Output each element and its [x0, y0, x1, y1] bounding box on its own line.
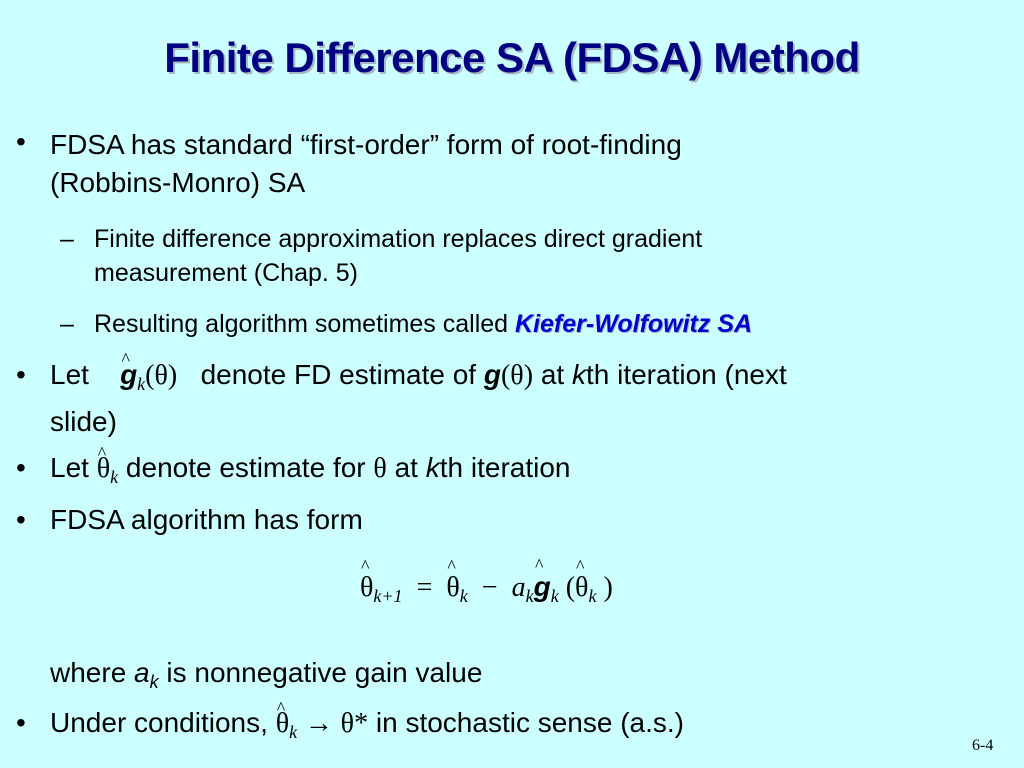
bullet-2-tail: th iteration (next [585, 359, 787, 390]
bullet-5-lead: Under conditions, [50, 707, 268, 738]
bullet-4 [0, 501, 1024, 541]
bullet-2 [0, 356, 1024, 436]
bullet-3-let: Let [50, 452, 89, 483]
bullet-2-line-2: slide) [50, 406, 117, 437]
bullet-1-line-2: (Robbins-Monro) SA [50, 167, 306, 198]
eq-a: a [511, 572, 526, 603]
page-number: 6-4 [972, 737, 994, 754]
eq-rparen: ) [603, 572, 613, 603]
eq-g-hat: ^ g [534, 571, 551, 603]
eq-lparen: ( [565, 572, 576, 603]
sub-bullet-dash: – [60, 225, 74, 253]
g-symbol: g [483, 359, 501, 390]
bullet-2-let: Let [50, 359, 89, 390]
sub-bullet-1-line-1: Finite difference approximation replaces direct gradient [94, 225, 703, 253]
eq-sub-k: k [588, 586, 597, 606]
eq-theta-hat: ^ θ [446, 572, 459, 604]
sub-bullet-1-line-2: measurement (Chap. 5) [94, 259, 359, 287]
bullet-3-mid: denote estimate for [125, 452, 366, 483]
kiefer-wolfowitz-link: Kiefer-Wolfowitz SA [515, 310, 753, 338]
theta-symbol: θ [373, 453, 387, 484]
eq-theta-hat: ^ θ [360, 572, 373, 604]
eq-sub-k: k [525, 586, 534, 606]
bullet-dot: • [16, 359, 26, 390]
eq-sub-k: k [550, 586, 559, 606]
bullet-dot: • [16, 707, 26, 738]
bullet-dot: • [16, 126, 26, 157]
bullet-1-line-1: FDSA has standard “first-order” form of root-finding [50, 129, 682, 160]
k-italic: k [425, 452, 440, 483]
sub-bullet-2 [0, 307, 1024, 343]
bullet-3 [0, 449, 1024, 489]
k-italic: k [571, 359, 586, 390]
theta-hat-k-symbol: ^ $\theta_k$ [97, 453, 118, 484]
sub-bullet-dash: – [60, 310, 74, 338]
update-equation [360, 571, 613, 607]
arrow-icon: → [304, 708, 333, 739]
eq-theta-hat: ^ θ [575, 572, 588, 604]
where-tail: is nonnegative gain value [166, 657, 483, 688]
theta-star-symbol: θ* [340, 708, 369, 739]
eq-equals: = [416, 572, 433, 603]
bullet-4-text: FDSA algorithm has form [50, 504, 363, 535]
where-word: where [50, 657, 127, 688]
bullet-3-tail: th iteration [439, 452, 571, 483]
eq-minus: − [481, 572, 498, 603]
bullet-1 [0, 126, 1024, 206]
bullet-2-mid: denote FD estimate of [200, 359, 477, 390]
ghat-k-theta-symbol: ^ $g_k(\theta)$ [120, 360, 177, 391]
bullet-dot: • [16, 504, 26, 535]
bullet-dot: • [16, 452, 26, 483]
eq-sub-k1: k+1 [373, 586, 403, 606]
slide-title: Finite Difference SA (FDSA) Method [164, 34, 860, 81]
bullet-2-at: at [540, 359, 565, 390]
eq-sub-k: k [459, 586, 468, 606]
bullet-3-at: at [394, 452, 418, 483]
k-sub: k [149, 672, 159, 692]
sub-bullet-1 [0, 222, 1024, 292]
bullet-5 [0, 704, 1024, 744]
bullet-2-line-1 [50, 356, 980, 403]
theta-hat-k-symbol: ^ $\theta_k$ [276, 708, 297, 739]
a-italic: a [134, 657, 150, 688]
sub-bullet-2-text: Resulting algorithm sometimes called [94, 310, 516, 338]
bullet-5-tail: in stochastic sense (a.s.) [375, 707, 684, 738]
theta-arg: (θ) [500, 360, 534, 391]
where-line [0, 654, 1024, 694]
